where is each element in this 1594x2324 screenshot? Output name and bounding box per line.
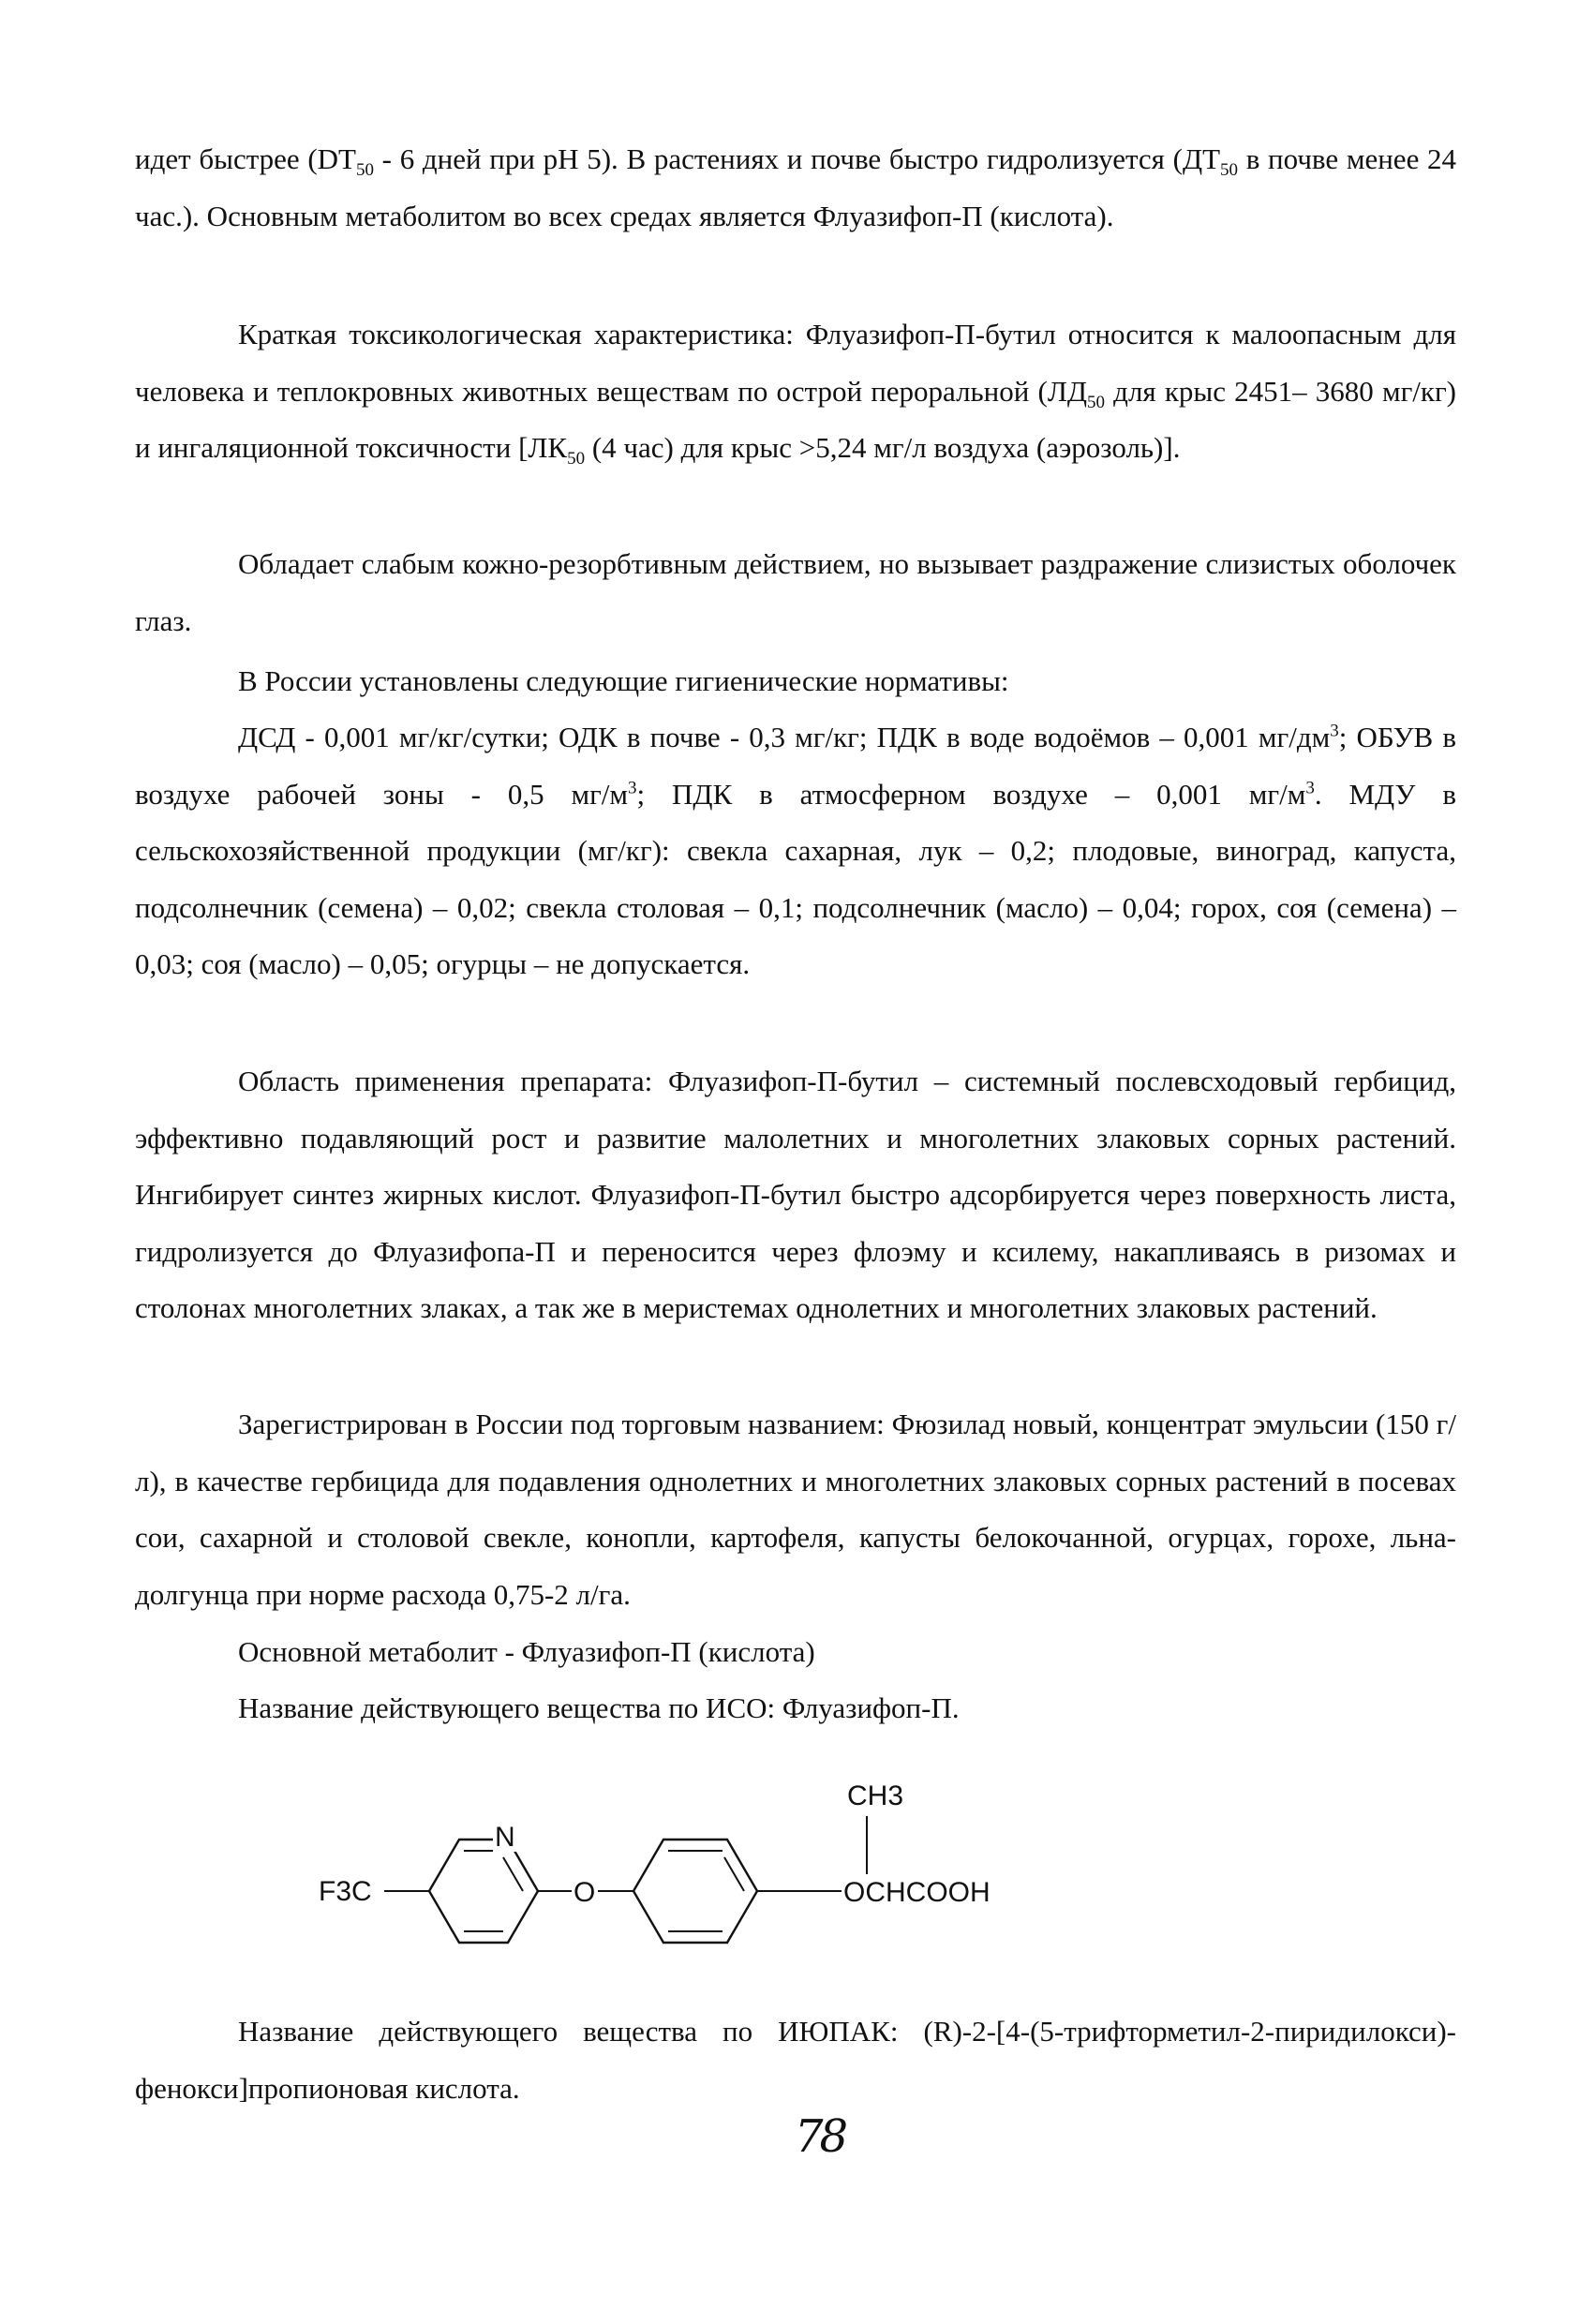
paragraph-toxicology (135, 306, 1456, 477)
superscript: 3 (1330, 721, 1339, 741)
ch3-label: CH3 (847, 1780, 904, 1811)
paragraph-text: ДСД - 0,001 мг/кг/сутки; ОДК в почве - 0,3 мг/кг; ПДК в воде водоёмов – 0,001 мг/дм (238, 721, 1331, 753)
paragraph-text: для крыс 2451– 3680 мг/кг) и ингаляционной токсичности [ЛК (135, 374, 1456, 464)
nitrogen-label: N (495, 1822, 515, 1853)
paragraph-metabolite: Основной метаболит - Флуазифоп-П (кислота) (238, 1635, 815, 1668)
paragraph-text: - 6 дней при pH 5). В растениях и почве быстро гидролизуется (ДТ (374, 142, 1221, 175)
paragraph-text: Краткая токсикологическая характеристика: Флуазифоп-П-бутил относится к малоопасным для человека и теплокровных животных веществам по острой пероральной (ЛД (135, 318, 1456, 408)
paragraph-text: в почве менее 24 час.). Основным метаболитом во всех средах является Флуазифоп-П (кислота). (135, 142, 1457, 232)
page-number: 78 (795, 2110, 845, 2163)
ochcooh-label: OCHCOOH (843, 1877, 991, 1908)
paragraph-iso-name: Название действующего вещества по ИСО: Флуазифоп-П. (238, 1691, 960, 1724)
subscript: 50 (356, 160, 374, 181)
structural-formula (300, 1762, 1068, 1977)
paragraph-norms-intro: В России установлены следующие гигиенические нормативы: (238, 664, 1009, 697)
paragraph-skin-effect: Обладает слабым кожно-резорбтивным действием, но вызывает раздражение слизистых оболочек глаз. (135, 547, 1456, 637)
paragraph-norms (135, 709, 1456, 993)
superscript: 3 (628, 778, 637, 798)
paragraph-text: идет быстрее (DT (135, 142, 356, 175)
paragraph-text: ; ОБУВ в воздухе рабочей зоны - 0,5 мг/м (135, 721, 1456, 811)
paragraph-text: (4 час) для крыс >5,24 мг/л воздуха (аэрозоль)]. (585, 431, 1181, 464)
benzene-ring (633, 1840, 757, 1943)
paragraph-text: . МДУ в сельскохозяйственной продукции (мг/кг): свекла сахарная, лук – 0,2; плодовые, виноград, капуста, подсолнечник (семена) – 0,02; свекла столовая – 0,1; подсолнечник (масло) – 0,04; горох, соя (семена) – 0,03; соя (масло) – 0,05; огурцы – не допускается. (135, 777, 1456, 980)
oxygen-label: O (574, 1877, 596, 1908)
subscript: 50 (567, 449, 586, 469)
f3c-label: F3C (319, 1876, 372, 1907)
paragraph-text: ; ПДК в атмосферном воздухе – 0,001 мг/м (636, 777, 1306, 811)
paragraph-registration: Зарегистрирован в России под торговым названием: Фюзилад новый, концентрат эмульсии (150 г/л), в качестве гербицида для подавления однолетних и многолетних злаковых сорных растений в посевах сои, сахарной и столовой свекле, конопли, картофеля, капусты белокочанной, огурцах, горохе, льна-долгунца при норме расхода 0,75-2 л/га. (135, 1408, 1456, 1611)
superscript: 3 (1305, 778, 1315, 798)
pyridine-ring (429, 1840, 538, 1943)
paragraph-iupac-name: Название действующего вещества по ИЮПАК: (R)-2-[4-(5-трифторметил-2-пиридилокси)-фенокси]пропионовая кислота. (135, 2015, 1456, 2105)
paragraph-hydrolysis (135, 131, 1456, 245)
subscript: 50 (1220, 160, 1239, 181)
paragraph-application: Область применения препарата: Флуазифоп-П-бутил – системный послевсходовый гербицид, эффективно подавляющий рост и развитие малолетних и многолетних злаковых сорных растений. Ингибирует синтез жирных кислот. Флуазифоп-П-бутил быстро адсорбируется через поверхность листа, гидролизуется до Флуазифопа-П и переносится через флоэму и ксилему, накапливаясь в ризомах и столонах многолетних злаках, а так же в меристемах однолетних и многолетних злаковых растений. (135, 1065, 1456, 1324)
subscript: 50 (1087, 392, 1106, 412)
